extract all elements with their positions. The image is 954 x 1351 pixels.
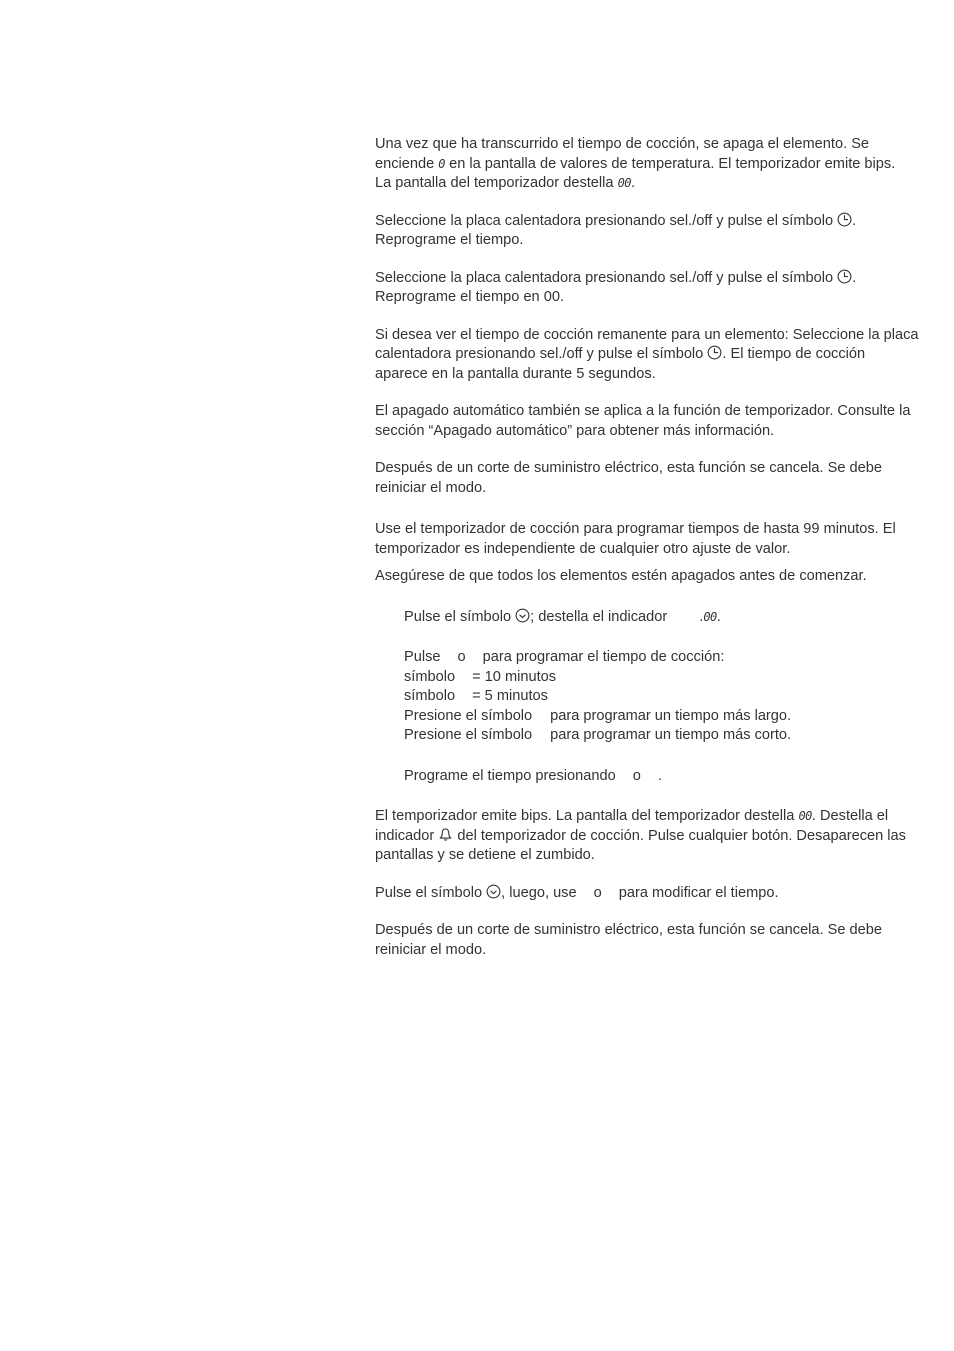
- modify-paragraph: [375, 884, 951, 904]
- text-line: [404, 668, 951, 688]
- text-line: [375, 269, 951, 289]
- clock-icon: [837, 212, 852, 227]
- text-fragment: El temporizador emite bips. La pantalla del temporizador destella: [375, 808, 799, 824]
- text-line: Después de un corte de suministro eléctrico, esta función se cancela. Se debe: [375, 460, 883, 476]
- ensure-paragraph: [375, 567, 951, 587]
- text-fragment: o: [593, 884, 602, 901]
- text-line: pantallas y se detiene el zumbido.: [375, 847, 595, 863]
- text-line: Reprograme el tiempo.: [375, 232, 524, 248]
- text-line: El apagado automático también se aplica a la función de temporizador. Consulte la: [375, 403, 911, 419]
- document-body: [375, 135, 951, 960]
- timer-icon: [515, 608, 530, 623]
- text-fragment: .: [699, 608, 704, 625]
- text-fragment: Presione el símbolo: [404, 727, 533, 743]
- text-line: [375, 884, 951, 904]
- text-fragment: del temporizador de cocción. Pulse cualquier botón. Desaparecen las: [453, 827, 906, 844]
- text-fragment: Presione el símbolo: [404, 707, 533, 724]
- text-fragment: .: [852, 269, 857, 286]
- text-line: sección “Apagado automático” para obtener más información.: [375, 422, 775, 439]
- step-1: [375, 608, 951, 628]
- text-fragment: en la pantalla de valores de temperatura. El temporizador emite bips.: [445, 155, 896, 172]
- text-fragment: .: [631, 175, 636, 191]
- text-fragment: = 10 minutos: [472, 668, 557, 685]
- text-fragment: para programar un tiempo más largo.: [550, 707, 792, 724]
- step-2: [375, 648, 951, 746]
- temperature-display-zero: 0: [438, 156, 446, 171]
- text-fragment: símbolo: [404, 668, 456, 685]
- power-cut-paragraph: [375, 459, 951, 498]
- text-line: [404, 648, 951, 668]
- text-fragment: , luego, use: [501, 884, 577, 901]
- timer-icon: [486, 884, 501, 899]
- reprogram-paragraph: [375, 212, 951, 251]
- text-line: aparece en la pantalla durante 5 segundos.: [375, 365, 656, 382]
- text-fragment: calentadora presionando sel./off y pulse el símbolo: [375, 346, 708, 362]
- text-line: reiniciar el modo.: [375, 941, 487, 958]
- text-fragment: = 5 minutos: [472, 688, 548, 704]
- text-fragment: Seleccione la placa calentadora presionando sel./off y pulse el símbolo: [375, 212, 838, 229]
- text-line: [404, 767, 951, 787]
- text-line: Asegúrese de que todos los elementos estén apagados antes de comenzar.: [375, 568, 867, 584]
- cooking-timer-paragraph: [375, 520, 951, 559]
- text-fragment: Pulse el símbolo: [375, 884, 487, 901]
- remaining-time-paragraph: [375, 326, 951, 385]
- text-fragment: .: [716, 608, 721, 625]
- text-fragment: para programar un tiempo más corto.: [550, 727, 792, 743]
- text-fragment: .: [852, 212, 857, 229]
- timer-expired-paragraph: [375, 135, 951, 194]
- text-fragment: . El tiempo de cocción: [722, 346, 866, 362]
- bell-icon: [438, 827, 453, 842]
- text-line: [375, 807, 951, 827]
- text-fragment: enciende: [375, 155, 439, 172]
- auto-off-paragraph: [375, 402, 951, 441]
- text-line: [404, 608, 951, 628]
- text-fragment: La pantalla del temporizador destella: [375, 175, 618, 191]
- clock-icon: [837, 269, 852, 284]
- text-fragment: indicador: [375, 827, 439, 844]
- text-fragment: . Destella el: [811, 808, 889, 824]
- text-fragment: Programe el tiempo presionando: [404, 767, 616, 784]
- text-line: reiniciar el modo.: [375, 479, 487, 496]
- text-line: [404, 726, 951, 746]
- text-fragment: ; destella el indicador: [530, 608, 668, 625]
- text-fragment: para modificar el tiempo.: [618, 884, 779, 901]
- text-fragment: Seleccione la placa calentadora presionando sel./off y pulse el símbolo: [375, 269, 838, 286]
- text-line: [375, 345, 951, 365]
- timer-display-00: 00: [703, 609, 717, 624]
- text-line: Reprograme el tiempo en 00.: [375, 289, 565, 305]
- text-line: [404, 687, 951, 707]
- text-fragment: .: [657, 767, 662, 784]
- text-line: [375, 827, 951, 847]
- timer-display-00: 00: [798, 809, 812, 823]
- text-fragment: o: [457, 649, 466, 665]
- text-fragment: Pulse: [404, 649, 441, 665]
- step-3: [375, 767, 951, 787]
- timer-end-paragraph: [375, 807, 951, 866]
- text-fragment: o: [632, 767, 641, 784]
- text-line: [404, 707, 951, 727]
- text-fragment: Pulse el símbolo: [404, 608, 516, 625]
- text-line: Use el temporizador de cocción para programar tiempos de hasta 99 minutos. El: [375, 521, 896, 537]
- text-line: [375, 155, 951, 175]
- text-line: [375, 174, 951, 194]
- text-fragment: símbolo: [404, 688, 456, 704]
- power-cut-paragraph: [375, 921, 951, 960]
- clock-icon: [707, 345, 722, 360]
- text-line: temporizador es independiente de cualquier otro ajuste de valor.: [375, 540, 791, 557]
- timer-display-00: 00: [617, 176, 632, 190]
- text-line: [375, 212, 951, 232]
- reprogram-00-paragraph: [375, 269, 951, 308]
- text-line: Si desea ver el tiempo de cocción remanente para un elemento: Seleccione la placa: [375, 326, 919, 343]
- text-fragment: para programar el tiempo de cocción:: [482, 649, 725, 665]
- text-line: Una vez que ha transcurrido el tiempo de cocción, se apaga el elemento. Se: [375, 136, 870, 152]
- text-line: Después de un corte de suministro eléctrico, esta función se cancela. Se debe: [375, 922, 883, 938]
